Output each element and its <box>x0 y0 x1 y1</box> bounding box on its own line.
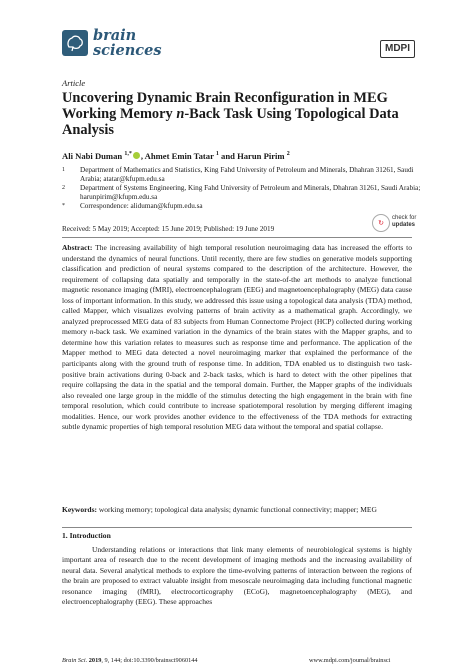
check-updates-line1: check for <box>392 215 417 221</box>
author-conjunction: and <box>221 151 235 161</box>
affiliation-number: 1 <box>62 167 65 173</box>
correspondence <box>62 202 422 211</box>
abstract-label: Abstract: <box>62 243 93 252</box>
author-affiliation-marker: 1 <box>215 151 219 158</box>
publication-dates: Received: 5 May 2019; Accepted: 15 June 2019; Published: 19 June 2019 <box>62 225 275 233</box>
journal-name-line2: sciences <box>93 42 162 59</box>
orcid-icon[interactable] <box>133 152 140 159</box>
divider <box>62 237 412 238</box>
affiliation <box>62 166 422 185</box>
paper-title <box>62 90 422 138</box>
author-affiliation-marker: 2 <box>286 151 290 158</box>
title-part2: -Back Task Using Topological Data Analysis <box>62 106 399 138</box>
author-name: Ali Nabi Duman <box>62 151 123 161</box>
article-type: Article <box>62 78 86 88</box>
affiliation <box>62 184 422 203</box>
footer-url[interactable]: www.mdpi.com/journal/brainsci <box>309 657 391 664</box>
section-heading: 1. Introduction <box>62 531 111 540</box>
check-updates-line2: updates <box>392 222 416 228</box>
footer-citation <box>62 657 198 664</box>
publisher-logo: MDPI <box>380 40 415 58</box>
affiliation-text: Department of Mathematics and Statistics, King Fahd University of Petroleum and Minerals, Dhahran 31261, Saudi Arabia; atatar@kfupm.edu.sa <box>80 166 414 184</box>
abstract-italic: n <box>89 327 94 337</box>
author-name: Ahmet Emin Tatar <box>144 151 214 161</box>
author-affiliation-marker: 1,* <box>124 151 132 158</box>
author-list: Ali Nabi Duman $^{1,*}$ , Ahmet Emin Tatar $^1$ and Harun Pirim $^2$ <box>62 151 290 161</box>
affiliation-number: * <box>62 203 65 209</box>
divider <box>62 527 412 528</box>
introduction-paragraph: Understanding relations or interactions that link many elements of neurobiological systems is highly important area of research due to the recent development of imaging methods and the increasing availability of neural data. Several analytical methods to explore the time-evolving patterns of interaction between the regions of the brain are proposed to extract valuable insight from mesoscale neuroimaging data including functional magnetic resonance imaging (fMRI), electrocorticography (ECoG), magnetoencephalography (MEG), and electroencephalography (EEG). These approaches <box>62 545 412 607</box>
citation-year: 2019 <box>88 657 102 664</box>
check-updates-text <box>392 215 416 229</box>
citation-details: , 9, 144; doi:10.3390/brainsci9060144 <box>101 657 198 664</box>
abstract <box>62 243 412 433</box>
keywords <box>62 505 412 516</box>
title-italic: n <box>176 106 185 122</box>
keywords-text: working memory; topological data analysis; dynamic functional connectivity; mapper; MEG <box>97 505 377 514</box>
journal-name <box>93 28 162 58</box>
affiliation-number: 2 <box>62 185 65 191</box>
check-for-updates-badge[interactable] <box>372 212 432 234</box>
affiliation-text: Correspondence: aliduman@kfupm.edu.sa <box>80 202 203 210</box>
author-name: Harun Pirim <box>237 151 285 161</box>
refresh-icon: ↻ <box>372 214 390 232</box>
journal-logo <box>62 30 88 56</box>
abstract-text: -back task. We examined variation in the dynamics of the brain states with the Mapper graphs, and to determine how this variation relates to measures such as response time and performance. The application of the Mapper method to MEG data detected a novel neuroimaging marker that explained the performance of the participants along with the ground truth of response time. In addition, TDA enabled us to distinguish two task-positive brain activations during 0-back and 2-back tasks, which is hard to detect with the other pipelines that require collapsing the data in the spatial and the temporal domain. Further, the Mapper graphs of the individuals also revealed one large group in the middle of the stimulus detecting the high engagement in the brain with fine temporal resolution, which could contribute to increase spatiotemporal resolution by merging different imaging modalities. Hence, our work provides another evidence to the effectiveness of the TDA methods for extracting subtle dynamic properties of high temporal resolution MEG data without the temporal and spatial collapse. <box>62 327 412 432</box>
journal-name-line1: brain <box>93 27 137 44</box>
affiliation-text: Department of Systems Engineering, King Fahd University of Petroleum and Minerals, Dhahran 31261, Saudi Arabia; harunpirim@kfupm.edu.sa <box>80 184 421 202</box>
title-part1: Uncovering Dynamic Brain Reconfiguration in MEG Working Memory <box>62 90 388 122</box>
keywords-label: Keywords: <box>62 505 97 514</box>
abstract-text: The increasing availability of high temporal resolution neuroimaging data has increased the efforts to understand the dynamics of neural functions. Until recently, there are few studies on generative models supporting classification and prediction of neural systems compared to the description of the architecture. However, the requirement of collapsing data spatially and temporally in the state-of-the art methods to analyze functional magnetic resonance imaging (fMRI), electroencephalogram (EEG) and magnetoencephalography (MEG) data cause loss of important information. In this study, we addressed this issue using a topological data analysis (TDA) method, called Mapper, which visualizes evolving patterns of brain activity as a mathematical graph. Accordingly, we analyzed preprocessed MEG data of 83 subjects from Human Connectome Project (HCP) collected during working memory <box>62 243 412 337</box>
citation-journal: Brain Sci. <box>62 657 88 664</box>
